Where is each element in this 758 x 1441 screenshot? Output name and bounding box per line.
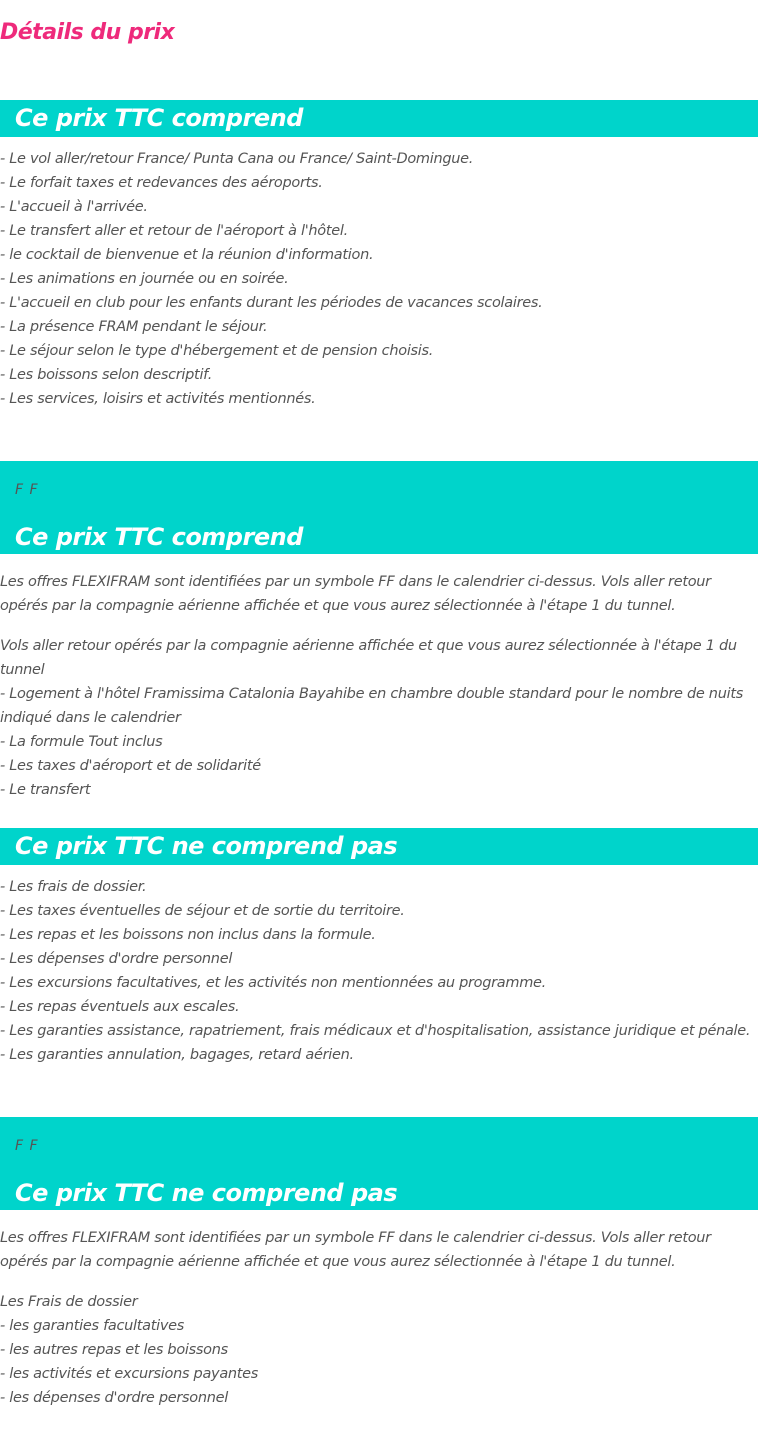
list-item: - Le vol aller/retour France/ Punta Cana ou France/ Saint-Domingue. [0,151,474,167]
list-item: - Le séjour selon le type d'hébergement et de pension choisis. [0,343,434,359]
list-item: - La formule Tout inclus [0,734,163,750]
list-item: - Le forfait taxes et redevances des aéroports. [0,175,323,191]
list-item: - Les services, loisirs et activités mentionnés. [0,391,316,407]
list-item: - le cocktail de bienvenue et la réunion d'information. [0,247,374,263]
section-header-band [0,1117,758,1210]
list-item: - L'accueil à l'arrivée. [0,199,148,215]
list-item: - les activités et excursions payantes [0,1366,259,1382]
not-included-list [0,875,758,1067]
list-item: - Les animations en journée ou en soirée. [0,271,289,287]
list-item: Vols aller retour opérés par la compagnie aérienne affichée et que vous aurez sélectionnée à l'étape 1 du tunnel [0,638,737,678]
list-item: - Les repas éventuels aux escales. [0,999,240,1015]
flexifram-intro: Les offres FLEXIFRAM sont identifiées par un symbole FF dans le calendrier ci-dessus. Vols aller retour opérés par la compagnie aérienne affichée et que vous aurez sélectionnée à l'étape 1 du tunnel. [0,1230,711,1270]
list-item: - Les repas et les boissons non inclus dans la formule. [0,927,376,943]
flexifram-intro: Les offres FLEXIFRAM sont identifiées par un symbole FF dans le calendrier ci-dessus. Vols aller retour opérés par la compagnie aérienne affichée et que vous aurez sélectionnée à l'étape 1 du tunnel. [0,574,711,614]
list-item: - Les taxes d'aéroport et de solidarité [0,758,261,774]
list-item: - Les garanties assistance, rapatriement, frais médicaux et d'hospitalisation, assistance juridique et pénale. [0,1023,751,1039]
section-header-band [0,100,758,137]
list-item: - La présence FRAM pendant le séjour. [0,319,268,335]
list-item: - Les frais de dossier. [0,879,147,895]
list-item: - Le transfert [0,782,91,798]
list-item: - Logement à l'hôtel Framissima Catalonia Bayahibe en chambre double standard pour le nombre de nuits indiqué dans le calendrier [0,686,743,726]
list-item: - Les taxes éventuelles de séjour et de sortie du territoire. [0,903,405,919]
list-item: - Les dépenses d'ordre personnel [0,951,233,967]
section-header-band [0,828,758,865]
section-included [0,100,758,411]
list-item: - les garanties facultatives [0,1318,185,1334]
section-heading: Ce prix TTC ne comprend pas [15,832,398,860]
section-flexifram-not-included [0,1117,758,1410]
section-header-band [0,461,758,554]
list-item: - les dépenses d'ordre personnel [0,1390,228,1406]
page-title: Détails du prix [0,20,175,45]
flexifram-not-included-list [0,1290,758,1410]
list-item: - L'accueil en club pour les enfants durant les périodes de vacances scolaires. [0,295,543,311]
section-flexifram-included [0,461,758,802]
section-heading: Ce prix TTC comprend [15,523,303,551]
section-heading: Ce prix TTC ne comprend pas [15,1179,398,1207]
list-item: - Les excursions facultatives, et les activités non mentionnées au programme. [0,975,546,991]
section-not-included [0,828,758,1067]
list-item: - Le transfert aller et retour de l'aéroport à l'hôtel. [0,223,348,239]
ff-tag: F F [15,482,39,498]
ff-tag: F F [15,1138,39,1154]
list-item: Les Frais de dossier [0,1294,138,1310]
list-item: - Les garanties annulation, bagages, retard aérien. [0,1047,354,1063]
flexifram-included-list [0,634,758,802]
section-heading: Ce prix TTC comprend [15,104,303,132]
list-item: - les autres repas et les boissons [0,1342,228,1358]
included-list [0,147,758,411]
list-item: - Les boissons selon descriptif. [0,367,213,383]
